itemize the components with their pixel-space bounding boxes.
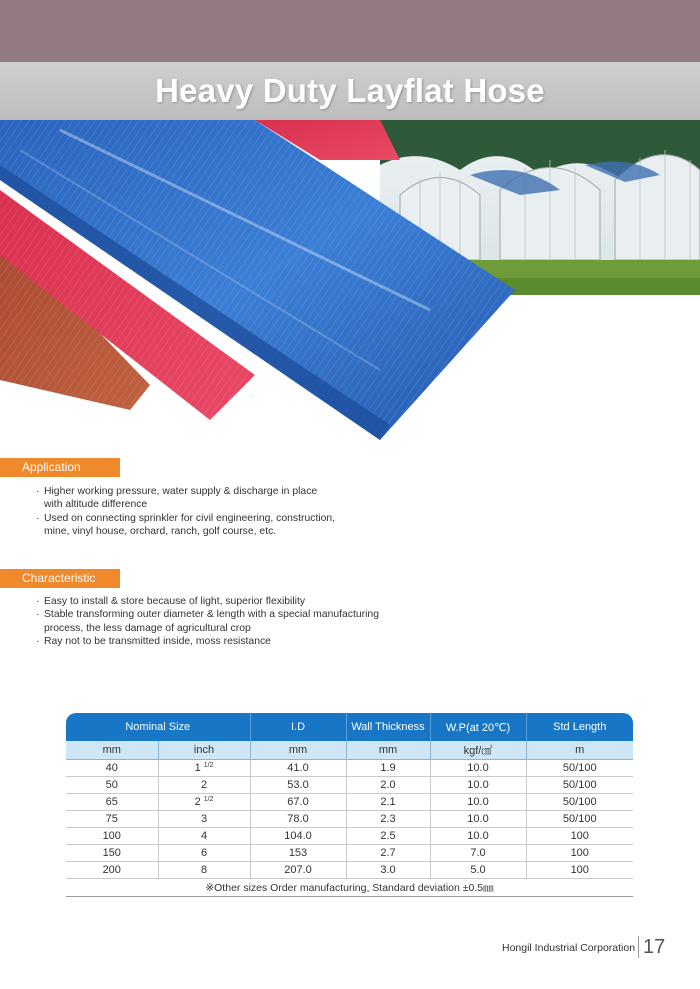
list-item: · Easy to install & store because of light, superior flexibility: [36, 595, 408, 608]
cell-wall: 2.1: [346, 794, 430, 811]
table-row: [66, 828, 633, 845]
inch-value: 2: [194, 796, 201, 808]
footer-company-name: Hongil Industrial Corporation: [502, 942, 636, 954]
cell-mm: 200: [66, 862, 158, 879]
product-photo: [0, 120, 700, 450]
table-row: [66, 845, 633, 862]
cell-wp: 10.0: [430, 811, 526, 828]
top-color-band: [0, 0, 700, 62]
characteristic-list: [36, 595, 408, 649]
cell-length: 50/100: [526, 811, 633, 828]
cell-id: 153: [250, 845, 346, 862]
hose-greenhouse-illustration: [0, 120, 700, 450]
cell-inch: [158, 845, 250, 862]
table-row: [66, 862, 633, 879]
cell-mm: 65: [66, 794, 158, 811]
title-banner: [0, 62, 700, 120]
spec-table: [66, 713, 633, 897]
inch-value: 4: [200, 830, 208, 842]
cell-wp: 5.0: [430, 862, 526, 879]
cell-wall: 1.9: [346, 760, 430, 777]
inch-value: 8: [200, 864, 208, 876]
cell-id: 104.0: [250, 828, 346, 845]
cell-wp: 10.0: [430, 777, 526, 794]
cell-inch: [158, 862, 250, 879]
cell-length: 50/100: [526, 777, 633, 794]
cell-mm: 150: [66, 845, 158, 862]
cell-length: 50/100: [526, 794, 633, 811]
table-row: [66, 760, 633, 777]
table-header-row: [66, 713, 633, 741]
unit-cell: kgf/㎠: [430, 741, 526, 760]
cell-wp: 10.0: [430, 828, 526, 845]
cell-id: 41.0: [250, 760, 346, 777]
list-item: · Higher working pressure, water supply & discharge in place with altitude difference: [36, 485, 336, 512]
cell-inch: [158, 777, 250, 794]
list-item: · Ray not to be transmitted inside, moss resistance: [36, 635, 408, 648]
table-note-row: [66, 879, 633, 897]
list-item: · Stable transforming outer diameter & length with a special manufacturing process, the less damage of agricultural crop: [36, 608, 408, 635]
unit-cell: mm: [250, 741, 346, 760]
cell-wp: 10.0: [430, 794, 526, 811]
cell-wp: 7.0: [430, 845, 526, 862]
characteristic-heading: Characteristic: [0, 569, 120, 588]
header-id: I.D: [250, 713, 346, 741]
inch-value: 2: [200, 779, 208, 791]
cell-id: 207.0: [250, 862, 346, 879]
cell-length: 100: [526, 828, 633, 845]
cell-inch: [158, 828, 250, 845]
cell-mm: 50: [66, 777, 158, 794]
inch-value: 6: [200, 847, 208, 859]
header-wall-thickness: Wall Thickness: [346, 713, 430, 741]
page-number: 17: [638, 936, 665, 958]
table-units-row: [66, 741, 633, 760]
application-heading: Application: [0, 458, 120, 477]
table-row: [66, 794, 633, 811]
cell-inch: [158, 760, 250, 777]
cell-id: 53.0: [250, 777, 346, 794]
header-working-pressure: W.P(at 20℃): [430, 713, 526, 741]
cell-inch: [158, 794, 250, 811]
table-row: [66, 777, 633, 794]
application-list: [36, 485, 336, 539]
table-row: [66, 811, 633, 828]
cell-mm: 75: [66, 811, 158, 828]
cell-length: 50/100: [526, 760, 633, 777]
cell-id: 78.0: [250, 811, 346, 828]
table-note: ※Other sizes Order manufacturing, Standard deviation ±0.5㎜: [66, 879, 633, 897]
cell-length: 100: [526, 862, 633, 879]
cell-length: 100: [526, 845, 633, 862]
cell-inch: [158, 811, 250, 828]
cell-wall: 2.3: [346, 811, 430, 828]
cell-wp: 10.0: [430, 760, 526, 777]
header-nominal-size: Nominal Size: [66, 713, 250, 741]
cell-mm: 100: [66, 828, 158, 845]
list-item: · Used on connecting sprinkler for civil engineering, construction, mine, vinyl house, orchard, ranch, golf course, etc.: [36, 512, 336, 539]
inch-fraction: 1/2: [203, 762, 214, 769]
cell-mm: 40: [66, 760, 158, 777]
cell-wall: 2.0: [346, 777, 430, 794]
unit-cell: inch: [158, 741, 250, 760]
page-title: Heavy Duty Layflat Hose: [155, 72, 545, 109]
unit-cell: mm: [346, 741, 430, 760]
inch-value: 1: [194, 762, 201, 774]
unit-cell: m: [526, 741, 633, 760]
inch-fraction: 1/2: [203, 796, 214, 803]
unit-cell: mm: [66, 741, 158, 760]
cell-wall: 3.0: [346, 862, 430, 879]
cell-id: 67.0: [250, 794, 346, 811]
cell-wall: 2.7: [346, 845, 430, 862]
cell-wall: 2.5: [346, 828, 430, 845]
inch-value: 3: [200, 813, 208, 825]
header-std-length: Std Length: [526, 713, 633, 741]
